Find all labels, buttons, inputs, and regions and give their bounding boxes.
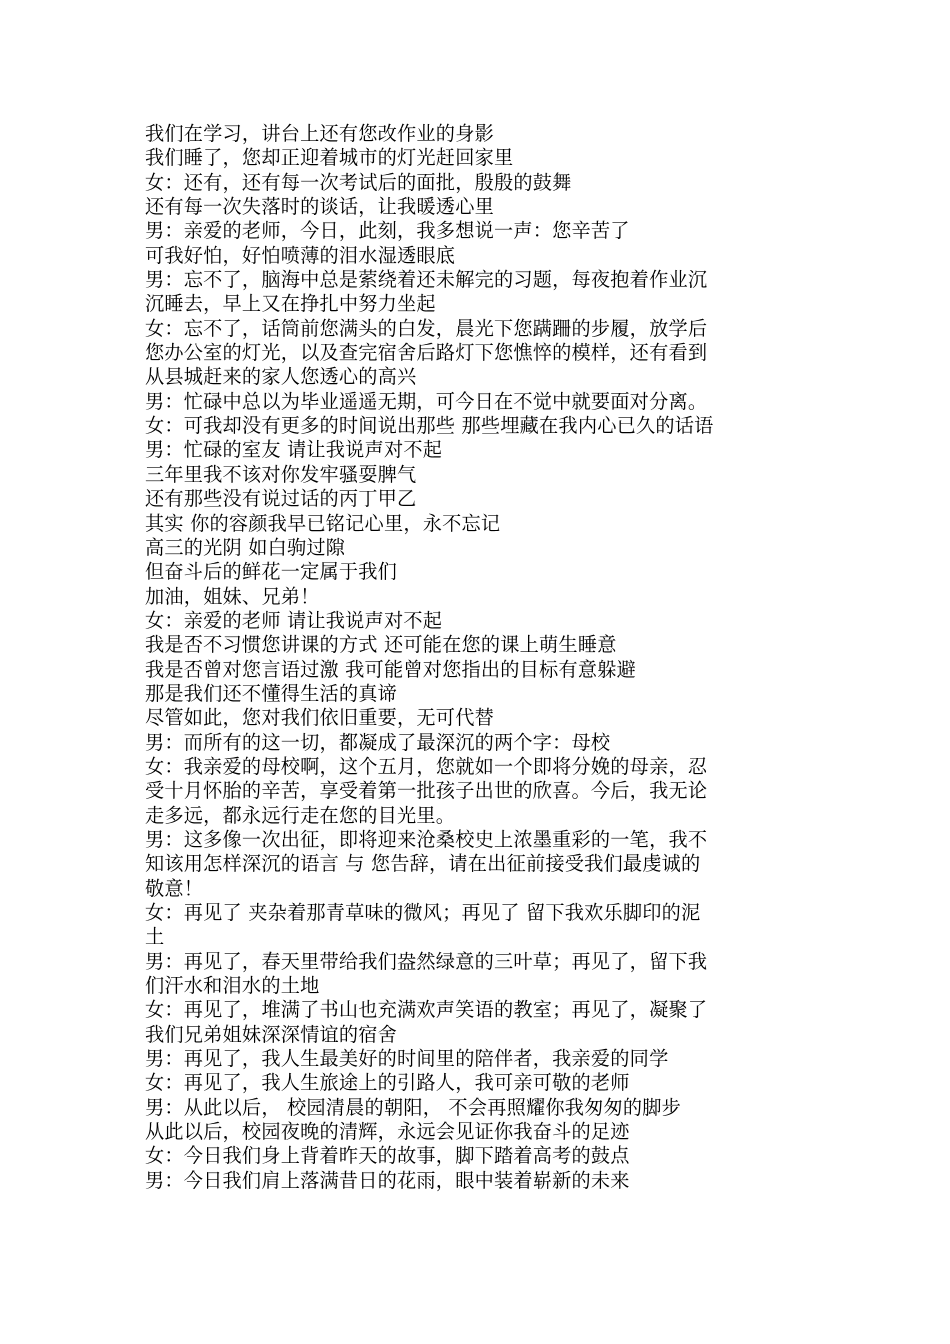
text-line-26: 男：而所有的这一切，都凝成了最深沉的两个字：母校 — [145, 730, 611, 754]
text-line-4: 还有每一次失落时的谈话，让我暖透心里 — [145, 195, 494, 219]
text-line-20: 加油，姐妹、兄弟！ — [145, 584, 320, 608]
text-line-24: 那是我们还不懂得生活的真谛 — [145, 681, 398, 705]
text-line-27: 女：我亲爱的母校啊，这个五月，您就如一个即将分娩的母亲，忍 — [145, 754, 708, 778]
text-line-17: 其实 你的容颜我早已铭记心里，永不忘记 — [145, 511, 501, 535]
text-line-8: 沉睡去，早上又在挣扎中努力坐起 — [145, 292, 436, 316]
text-line-29: 走多远，都永远行走在您的目光里。 — [145, 803, 456, 827]
text-line-43: 女：今日我们身上背着昨天的故事，脚下踏着高考的鼓点 — [145, 1144, 630, 1168]
text-line-31: 知该用怎样深沉的语言 与 您告辞，请在出征前接受我们最虔诚的 — [145, 852, 701, 876]
text-line-1: 我们在学习，讲台上还有您改作业的身影 — [145, 122, 494, 145]
text-line-22: 我是否不习惯您讲课的方式 还可能在您的课上萌生睡意 — [145, 633, 617, 657]
text-line-13: 女：可我却没有更多的时间说出那些 那些埋藏在我内心已久的话语 — [145, 414, 714, 438]
text-line-42: 从此以后，校园夜晚的清辉，永远会见证你我奋斗的足迹 — [145, 1120, 630, 1144]
text-line-18: 高三的光阴 如白驹过隙 — [145, 535, 346, 559]
text-line-12: 男：忙碌中总以为毕业遥遥无期，可今日在不觉中就要面对分离。 — [145, 389, 708, 413]
text-line-14: 男：忙碌的室友 请让我说声对不起 — [145, 438, 443, 462]
text-line-38: 我们兄弟姐妹深深情谊的宿舍 — [145, 1022, 398, 1046]
text-line-10: 您办公室的灯光，以及查完宿舍后路灯下您憔悴的模样，还有看到 — [145, 341, 708, 365]
text-line-11: 从县城赶来的家人您透心的高兴 — [145, 365, 417, 389]
text-line-25: 尽管如此，您对我们依旧重要，无可代替 — [145, 706, 494, 730]
text-line-30: 男：这多像一次出征，即将迎来沧桑校史上浓墨重彩的一笔，我不 — [145, 827, 708, 851]
text-line-5: 男：亲爱的老师，今日，此刻，我多想说一声：您辛苦了 — [145, 219, 630, 243]
text-line-6: 可我好怕，好怕喷薄的泪水湿透眼底 — [145, 243, 456, 267]
text-line-41: 男：从此以后， 校园清晨的朝阳， 不会再照耀你我匆匆的脚步 — [145, 1095, 682, 1119]
text-line-34: 土 — [145, 925, 165, 949]
text-line-3: 女：还有，还有每一次考试后的面批，殷殷的鼓舞 — [145, 170, 572, 194]
text-line-21: 女：亲爱的老师 请让我说声对不起 — [145, 608, 443, 632]
document-body — [145, 122, 815, 1193]
text-line-2: 我们睡了，您却正迎着城市的灯光赶回家里 — [145, 146, 514, 170]
text-line-7: 男：忘不了，脑海中总是萦绕着还未解完的习题，每夜抱着作业沉 — [145, 268, 708, 292]
text-line-32: 敬意！ — [145, 876, 204, 900]
text-line-28: 受十月怀胎的辛苦，享受着第一批孩子出世的欣喜。今后，我无论 — [145, 779, 708, 803]
text-line-15: 三年里我不该对你发牢骚耍脾气 — [145, 462, 417, 486]
text-line-16: 还有那些没有说过话的丙丁甲乙 — [145, 487, 417, 511]
text-line-9: 女：忘不了，话筒前您满头的白发，晨光下您蹒跚的步履，放学后 — [145, 316, 708, 340]
text-line-44: 男：今日我们肩上落满昔日的花雨，眼中装着崭新的未来 — [145, 1168, 630, 1192]
text-line-36: 们汗水和泪水的土地 — [145, 974, 320, 998]
text-line-37: 女：再见了，堆满了书山也充满欢声笑语的教室；再见了，凝聚了 — [145, 998, 708, 1022]
text-line-39: 男：再见了，我人生最美好的时间里的陪伴者，我亲爱的同学 — [145, 1047, 669, 1071]
text-line-23: 我是否曾对您言语过激 我可能曾对您指出的目标有意躲避 — [145, 657, 636, 681]
text-line-40: 女：再见了，我人生旅途上的引路人，我可亲可敬的老师 — [145, 1071, 630, 1095]
text-line-33: 女：再见了 夹杂着那青草味的微风；再见了 留下我欢乐脚印的泥 — [145, 901, 701, 924]
text-line-35: 男：再见了，春天里带给我们盎然绿意的三叶草；再见了，留下我 — [145, 949, 708, 973]
text-line-19: 但奋斗后的鲜花一定属于我们 — [145, 560, 398, 584]
